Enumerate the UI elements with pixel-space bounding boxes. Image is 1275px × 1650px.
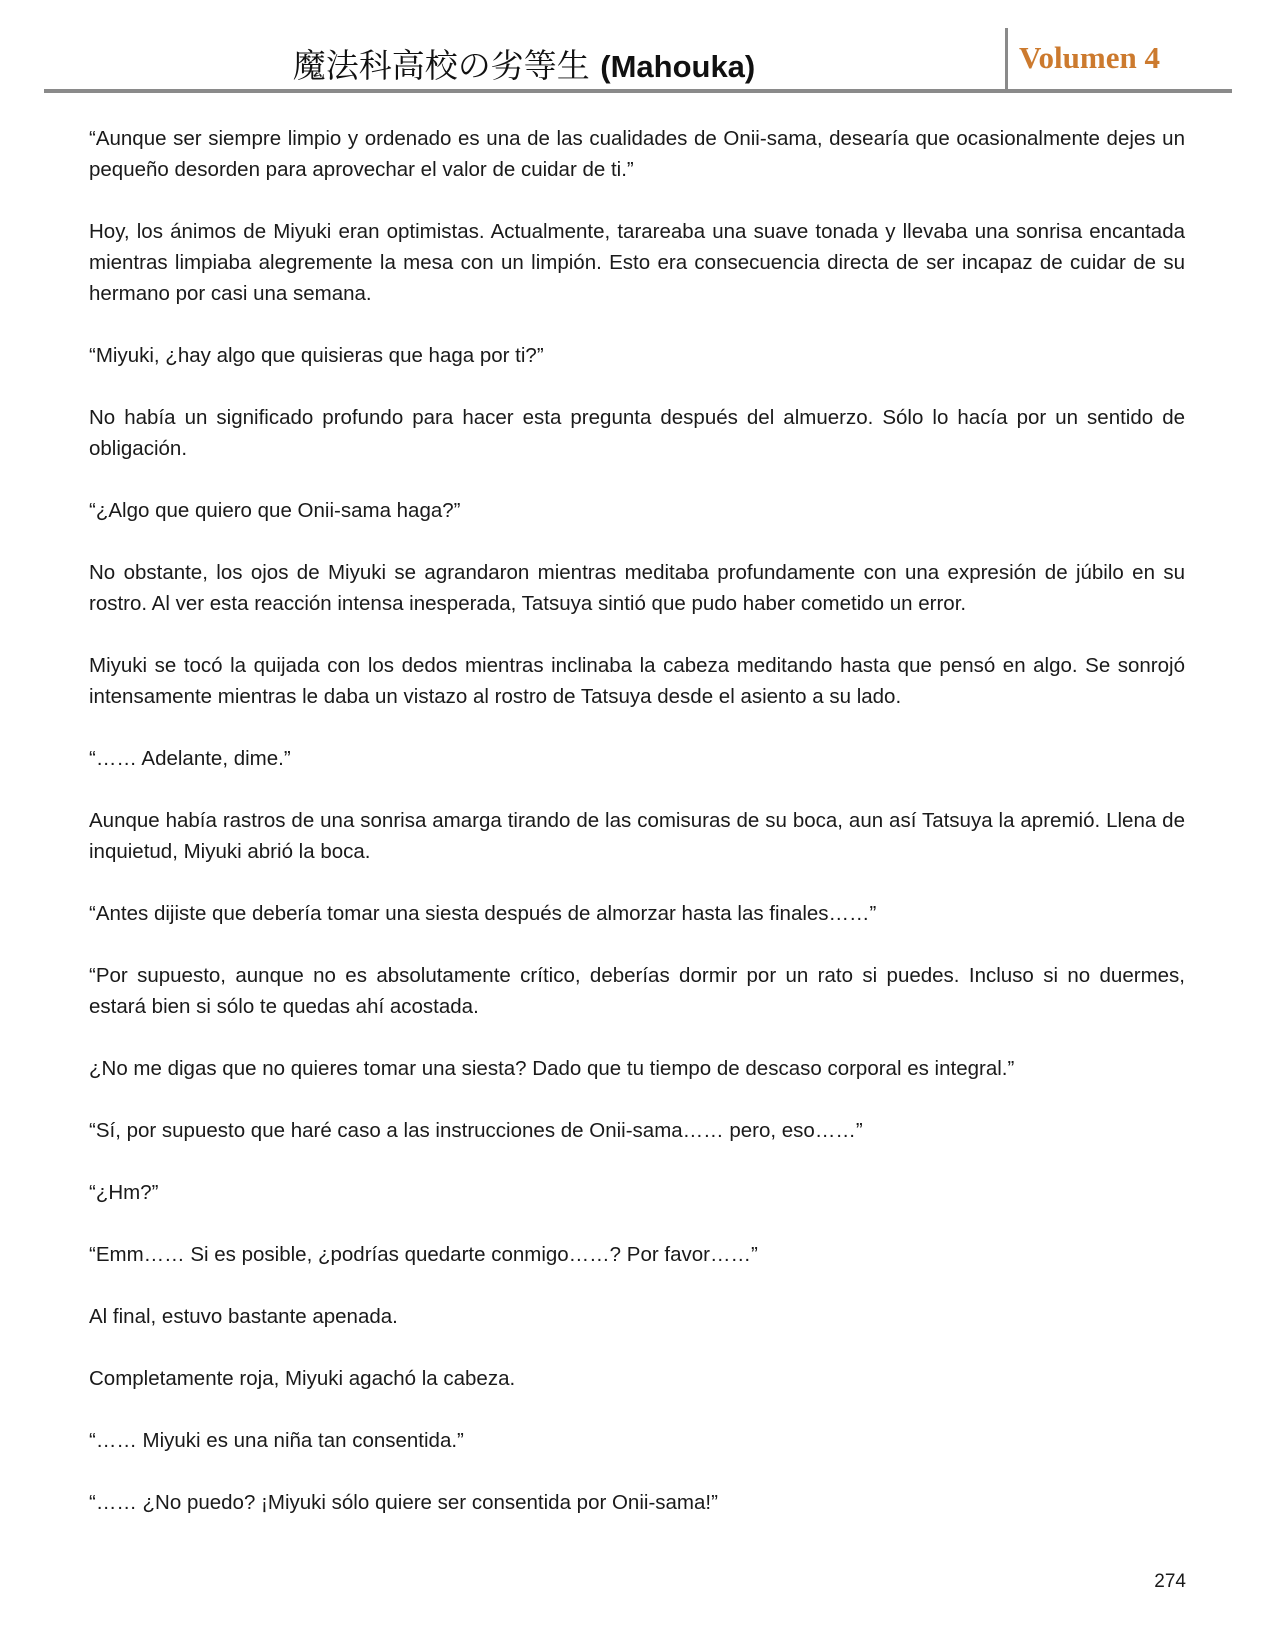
paragraph: “…… Adelante, dime.”: [89, 747, 291, 770]
header-vertical-divider: [1005, 28, 1008, 90]
volume-label: Volumen 4: [1019, 40, 1160, 75]
paragraph: “Emm…… Si es posible, ¿podrías quedarte conmigo……? Por favor……”: [89, 1243, 758, 1266]
paragraph: Miyuki se tocó la quijada con los dedos mientras inclinaba la cabeza meditando hasta que pensó en algo. Se sonrojó intensamente mientras le daba un vistazo al rostro de Tatsuya desde el asiento a su lado.: [89, 654, 1185, 708]
body-text: [89, 123, 1185, 1549]
book-title-romaji: (Mahouka): [600, 49, 756, 84]
page-header: [44, 28, 1232, 94]
page-number: 274: [1154, 1571, 1186, 1592]
paragraph: ¿No me digas que no quieres tomar una siesta? Dado que tu tiempo de descaso corporal es integral.”: [89, 1057, 1015, 1080]
paragraph: “…… ¿No puedo? ¡Miyuki sólo quiere ser consentida por Onii-sama!”: [89, 1491, 718, 1514]
paragraph: Completamente roja, Miyuki agachó la cabeza.: [89, 1367, 516, 1390]
paragraph: No obstante, los ojos de Miyuki se agrandaron mientras meditaba profundamente con una expresión de júbilo en su rostro. Al ver esta reacción intensa inesperada, Tatsuya sintió que pudo haber cometido un error.: [89, 561, 1185, 615]
paragraph: “Miyuki, ¿hay algo que quisieras que haga por ti?”: [89, 344, 544, 367]
paragraph: “¿Hm?”: [89, 1181, 159, 1204]
book-title-japanese: 魔法科高校の劣等生: [292, 46, 590, 85]
paragraph: “¿Algo que quiero que Onii-sama haga?”: [89, 499, 461, 522]
paragraph: Hoy, los ánimos de Miyuki eran optimistas. Actualmente, tarareaba una suave tonada y llevaba una sonrisa encantada mientras limpiaba alegremente la mesa con un limpión. Esto era consecuencia directa de ser incapaz de cuidar de su hermano por casi una semana.: [89, 220, 1185, 305]
header-horizontal-rule: [44, 89, 1232, 93]
paragraph: Al final, estuvo bastante apenada.: [89, 1305, 398, 1328]
paragraph: No había un significado profundo para hacer esta pregunta después del almuerzo. Sólo lo hacía por un sentido de obligación.: [89, 406, 1185, 460]
paragraph: “Por supuesto, aunque no es absolutamente crítico, deberías dormir por un rato si puedes. Incluso si no duermes, estará bien si sólo te quedas ahí acostada.: [89, 964, 1185, 1018]
paragraph: “Sí, por supuesto que haré caso a las instrucciones de Onii-sama…… pero, eso……”: [89, 1119, 863, 1142]
paragraph: “…… Miyuki es una niña tan consentida.”: [89, 1429, 464, 1452]
book-title: [44, 40, 1004, 87]
paragraph: Aunque había rastros de una sonrisa amarga tirando de las comisuras de su boca, aun así Tatsuya la apremió. Llena de inquietud, Miyuki abrió la boca.: [89, 809, 1185, 863]
paragraph: “Aunque ser siempre limpio y ordenado es una de las cualidades de Onii-sama, desearía que ocasionalmente dejes un pequeño desorden para aprovechar el valor de cuidar de ti.”: [89, 127, 1185, 181]
paragraph: “Antes dijiste que debería tomar una siesta después de almorzar hasta las finales……”: [89, 902, 877, 925]
